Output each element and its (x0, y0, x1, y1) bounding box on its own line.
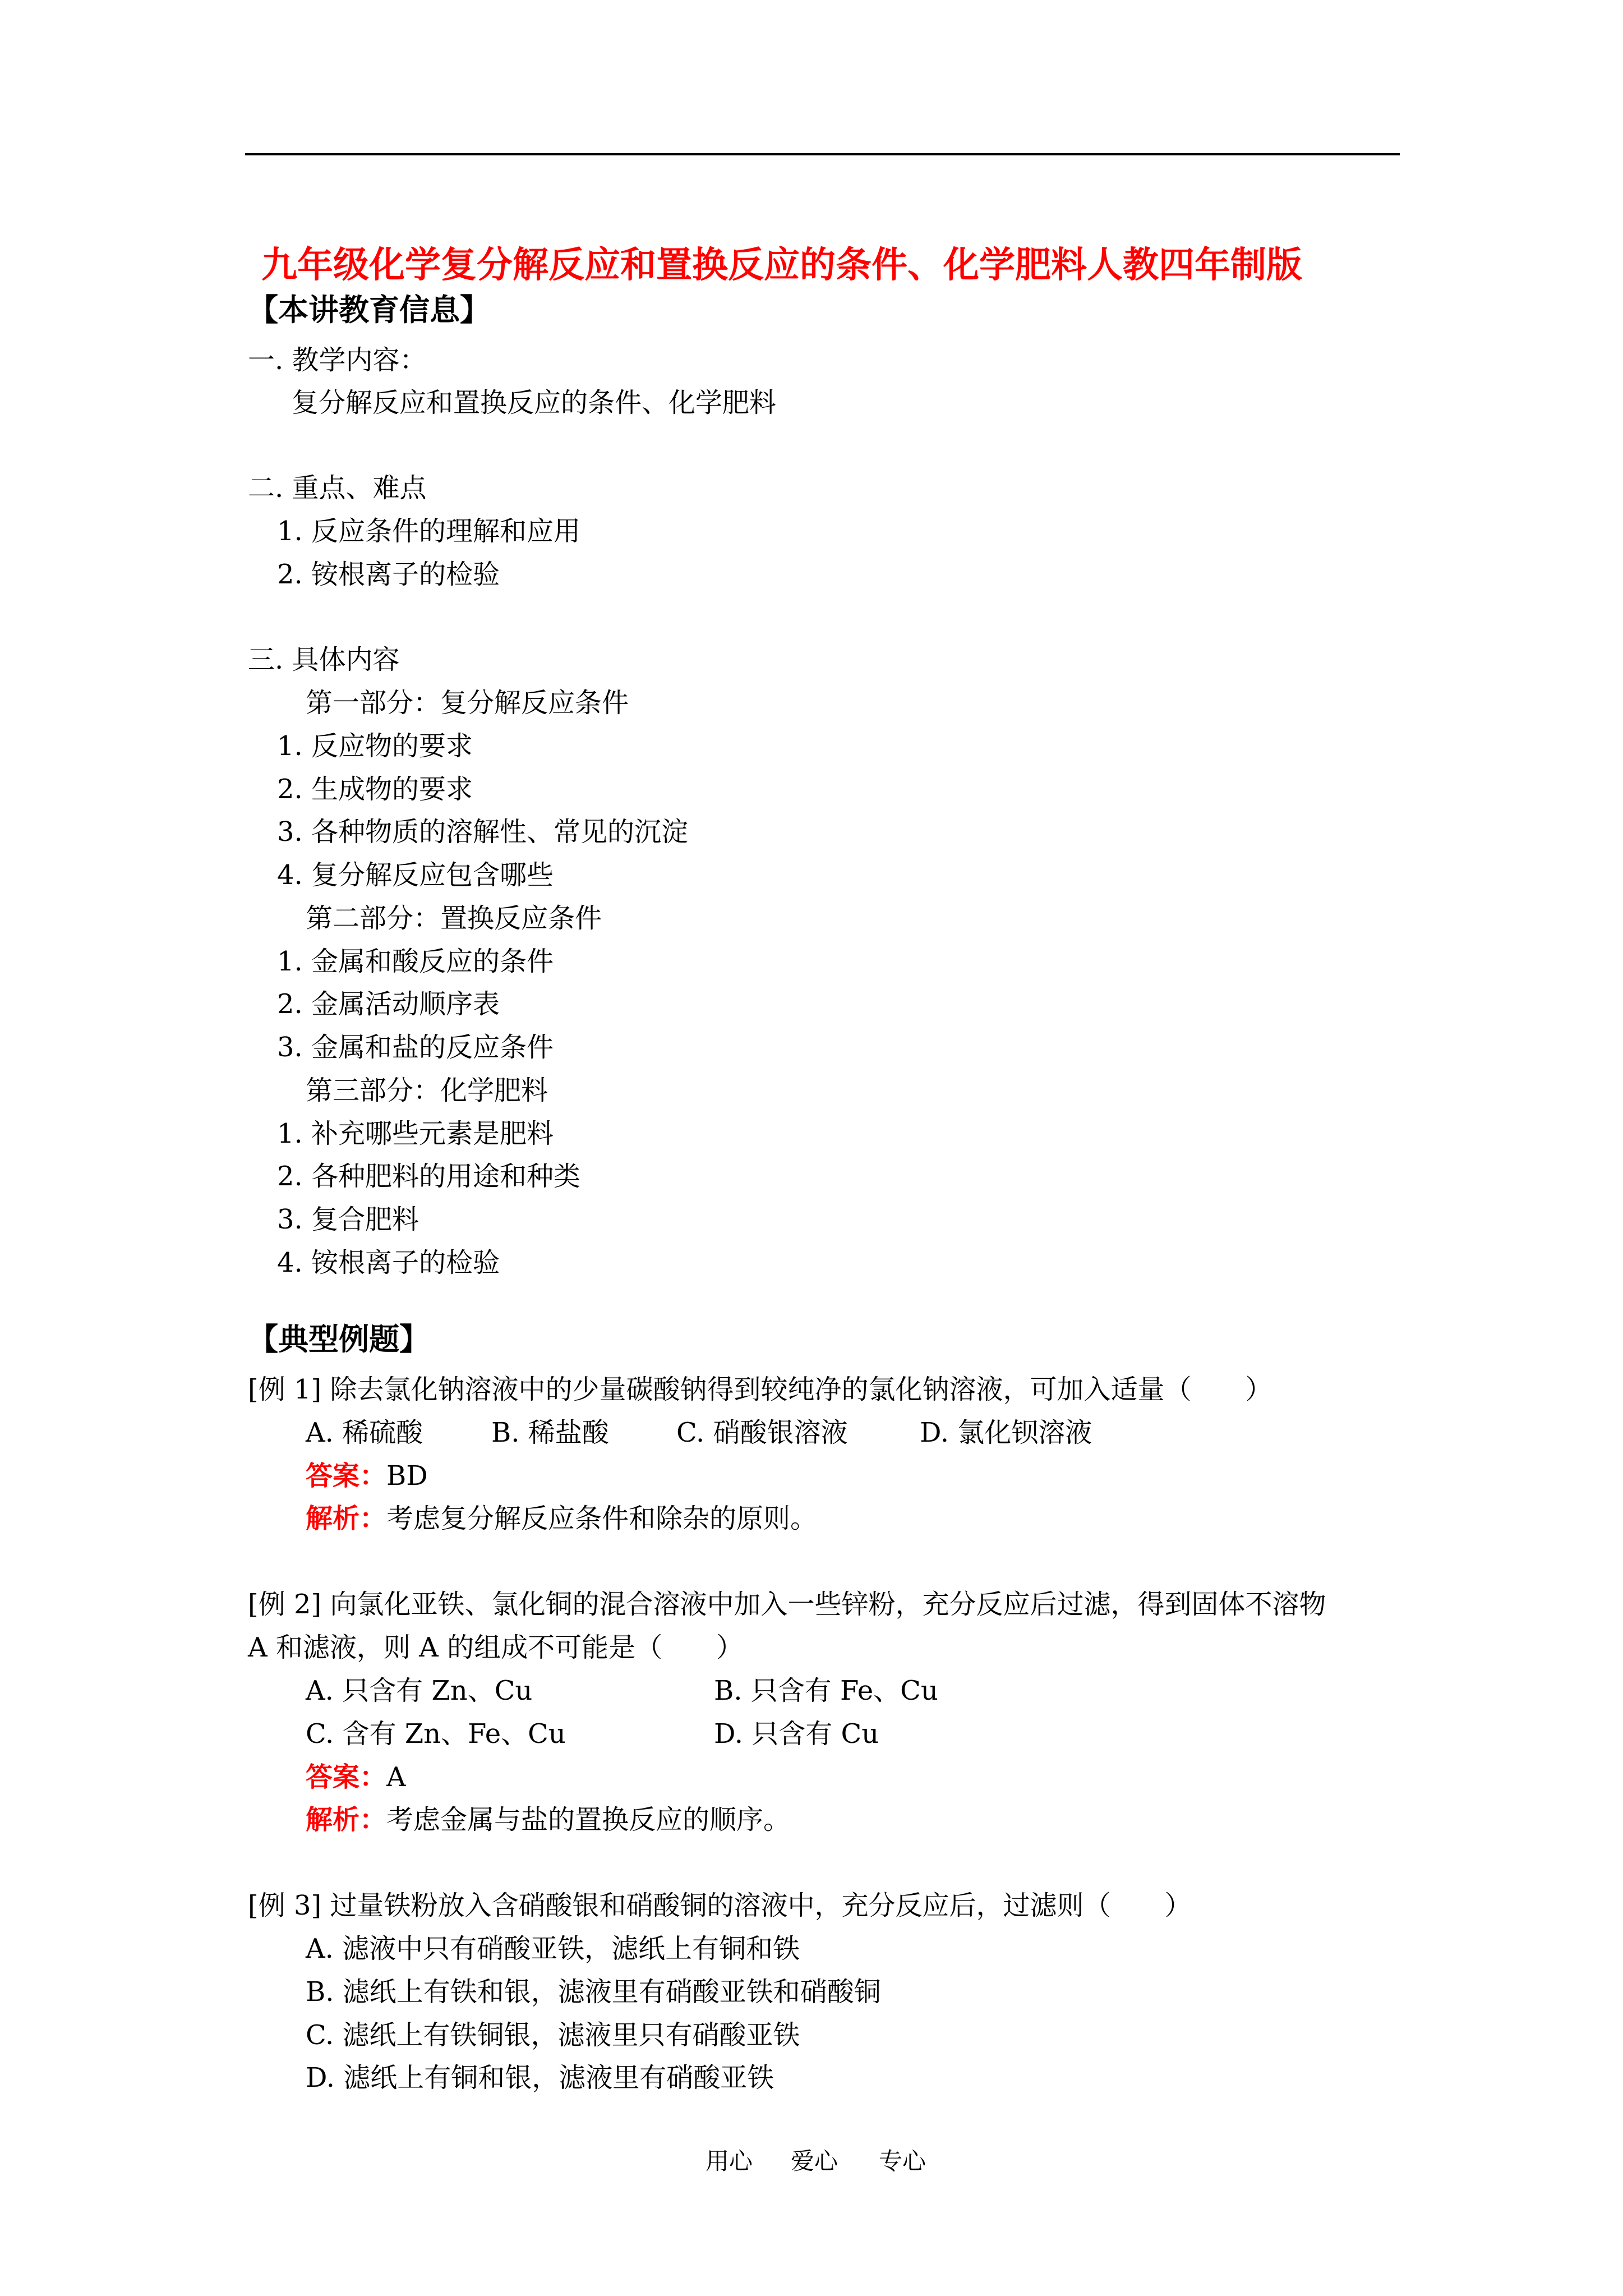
explanation-label: 解析： (306, 1503, 387, 1534)
part2-heading: 二. 重点、难点 (248, 472, 427, 504)
example1-option-d: D. 氯化钡溶液 (920, 1417, 1092, 1448)
answer-value: BD (386, 1460, 428, 1492)
part3-item: 2. 生成物的要求 (277, 774, 473, 805)
example1-option-a: A. 稀硫酸 (306, 1417, 423, 1448)
part3-item: 3. 金属和盐的反应条件 (277, 1032, 554, 1063)
part3-item: 2. 各种肥料的用途和种类 (277, 1161, 581, 1192)
footer-text: 用心 (706, 2147, 753, 2175)
example3-option-b: B. 滤纸上有铁和银，滤液里有硝酸亚铁和硝酸铜 (306, 1976, 881, 2008)
example3-question: [例 3] 过量铁粉放入含硝酸银和硝酸铜的溶液中，充分反应后，过滤则（ ） (248, 1890, 1192, 1921)
part2-item: 1. 反应条件的理解和应用 (277, 516, 581, 547)
example2-option-b: B. 只含有 Fe、Cu (714, 1675, 938, 1706)
explanation-text: 考虑复分解反应条件和除杂的原则。 (386, 1503, 818, 1534)
part3-subheading: 第三部分：化学肥料 (306, 1075, 548, 1106)
example2-question-line1: [例 2] 向氯化亚铁、氯化铜的混合溶液中加入一些锌粉，充分反应后过滤，得到固体不溶物 (248, 1589, 1326, 1620)
example3-option-c: C. 滤纸上有铁铜银，滤液里只有硝酸亚铁 (306, 2019, 800, 2051)
part3-item: 2. 金属活动顺序表 (277, 988, 500, 1020)
example2-explanation (306, 1803, 790, 1837)
section-heading-examples: 【典型例题】 (248, 1321, 430, 1357)
example1-answer (306, 1459, 428, 1493)
example2-option-d: D. 只含有 Cu (714, 1718, 879, 1750)
footer-text: 专心 (879, 2147, 926, 2175)
explanation-text: 考虑金属与盐的置换反应的顺序。 (386, 1804, 791, 1835)
document-title: 九年级化学复分解反应和置换反应的条件、化学肥料人教四年制版 (261, 244, 1302, 286)
example1-option-c: C. 硝酸银溶液 (676, 1417, 848, 1448)
part1-body: 复分解反应和置换反应的条件、化学肥料 (292, 387, 777, 418)
part3-heading: 三. 具体内容 (248, 644, 400, 675)
example3-option-a: A. 滤液中只有硝酸亚铁，滤纸上有铜和铁 (306, 1933, 800, 1964)
section-heading-info: 【本讲教育信息】 (248, 292, 490, 328)
header-rule (245, 153, 1400, 155)
part2-item: 2. 铵根离子的检验 (277, 559, 500, 590)
example2-answer (306, 1760, 406, 1794)
example3-option-d: D. 滤纸上有铜和银，滤液里有硝酸亚铁 (306, 2062, 774, 2093)
part3-item: 1. 反应物的要求 (277, 730, 473, 762)
part3-subheading: 第一部分：复分解反应条件 (306, 687, 629, 719)
example1-question: [例 1] 除去氯化钠溶液中的少量碳酸钠得到较纯净的氯化钠溶液，可加入适量（ ） (248, 1374, 1272, 1405)
part3-item: 4. 复分解反应包含哪些 (277, 859, 554, 891)
part3-item: 4. 铵根离子的检验 (277, 1247, 500, 1278)
answer-value: A (386, 1761, 406, 1793)
answer-label: 答案： (306, 1460, 387, 1492)
part3-item: 1. 金属和酸反应的条件 (277, 946, 554, 977)
part3-item: 3. 复合肥料 (277, 1204, 419, 1235)
example2-question-line2: A 和滤液，则 A 的组成不可能是（ ） (248, 1632, 744, 1663)
example1-explanation (306, 1502, 817, 1535)
part3-subheading: 第二部分：置换反应条件 (306, 903, 602, 934)
part3-item: 3. 各种物质的溶解性、常见的沉淀 (277, 816, 689, 848)
footer-text: 爱心 (791, 2147, 838, 2175)
example2-option-a: A. 只含有 Zn、Cu (306, 1675, 533, 1706)
part3-item: 1. 补充哪些元素是肥料 (277, 1118, 554, 1149)
example1-option-b: B. 稀盐酸 (491, 1417, 609, 1448)
answer-label: 答案： (306, 1761, 387, 1793)
explanation-label: 解析： (306, 1804, 387, 1835)
example2-option-c: C. 含有 Zn、Fe、Cu (306, 1718, 566, 1750)
part1-heading: 一. 教学内容： (248, 344, 427, 376)
